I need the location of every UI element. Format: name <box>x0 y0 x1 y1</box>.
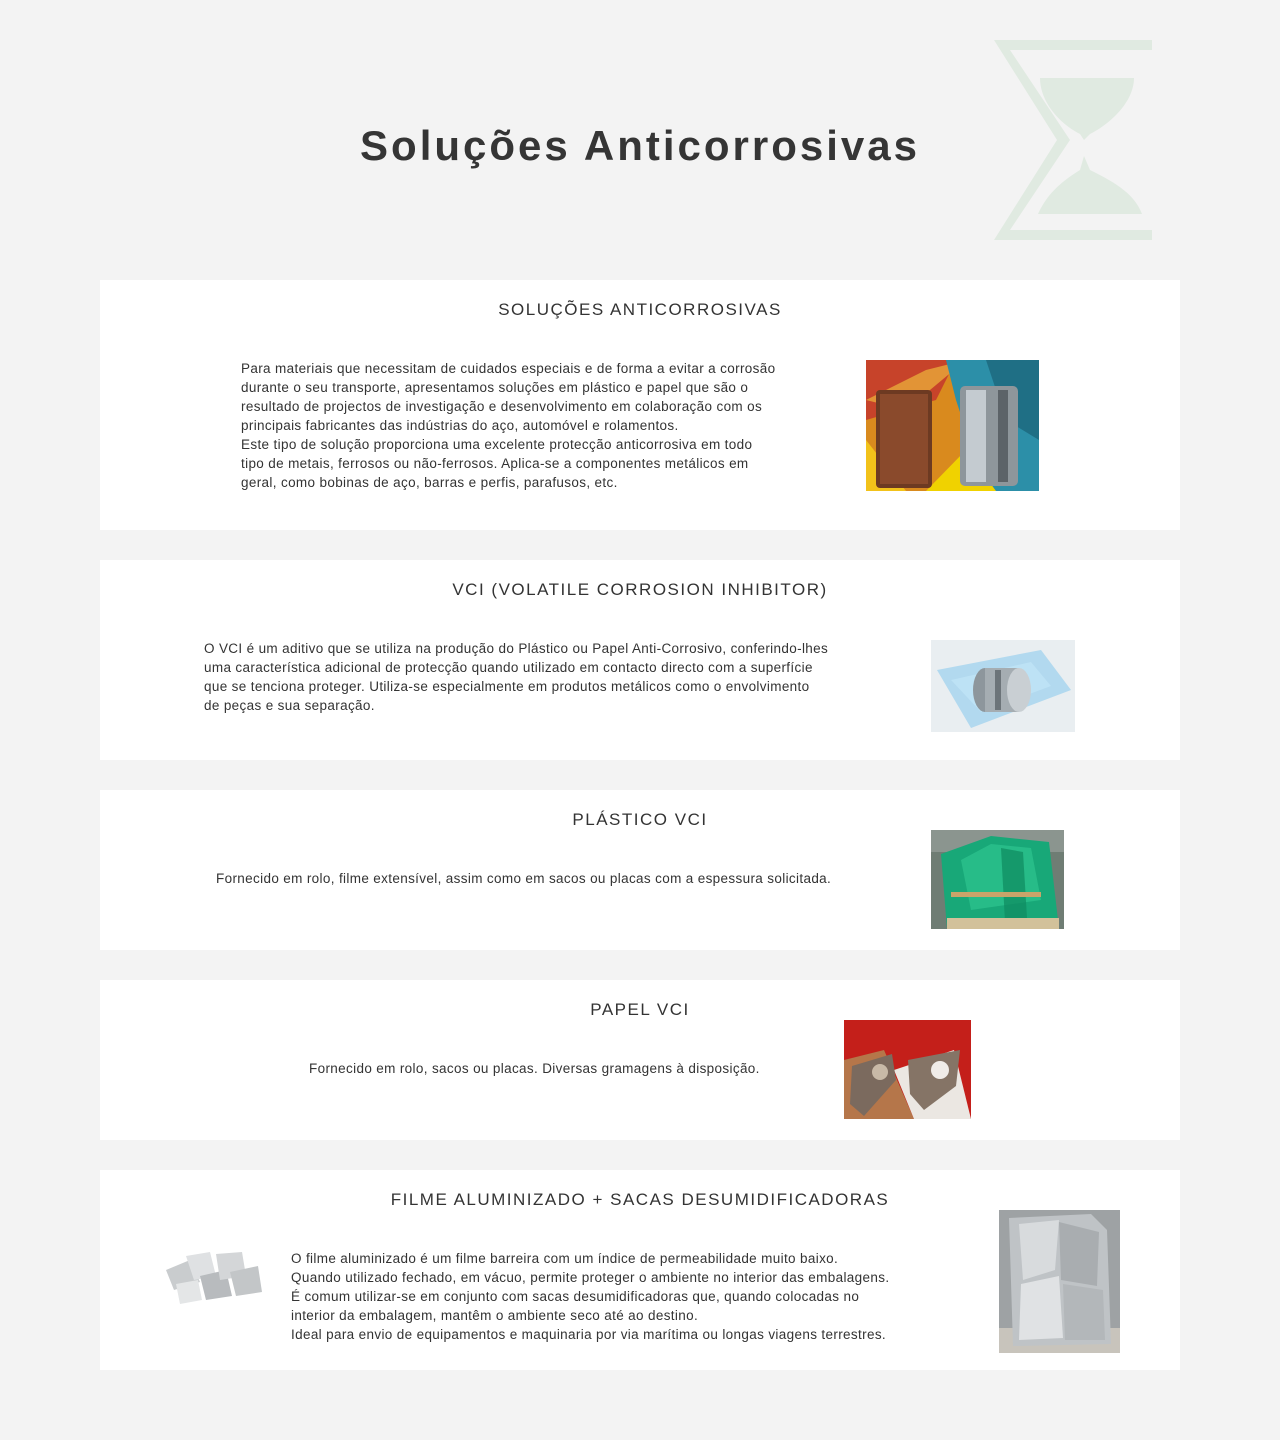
section-solucoes-anticorrosivas <box>100 280 1180 530</box>
vci-paper-parts-photo <box>844 1020 971 1119</box>
aluminized-film-wrapped-machine-photo <box>999 1210 1120 1353</box>
section-papel-vci <box>100 980 1180 1140</box>
page-title: Soluções Anticorrosivas <box>360 122 920 169</box>
section-heading: VCI (VOLATILE CORROSION INHIBITOR) <box>452 580 828 599</box>
hourglass-logo-icon <box>992 40 1152 240</box>
section-description: Para materiais que necessitam de cuidados especiais e de forma a evitar a corrosão durante o seu transporte, apresentamos soluções em plástico e papel que são o resultado de projectos de investigação e desenvolvimento em colaboração com os principais fabricantes das indústrias do aço, automóvel e rolamentos. Este tipo de solução proporciona uma excelente protecção anticorrosiva em todo tipo de metais, ferrosos ou não-ferrosos. Aplica-se a componentes metálicos em geral, como bobinas de aço, barras e perfis, parafusos, etc. <box>241 361 776 490</box>
vci-bag-coupling-photo <box>931 640 1075 732</box>
section-description: Fornecido em rolo, sacos ou placas. Diversas gramagens à disposição. <box>309 1061 760 1076</box>
section-plastico-vci <box>100 790 1180 950</box>
metal-cylinders-photo <box>866 360 1039 491</box>
section-filme-aluminizado <box>100 1170 1180 1370</box>
section-heading: SOLUÇÕES ANTICORROSIVAS <box>498 300 782 319</box>
section-description: O filme aluminizado é um filme barreira com um índice de permeabilidade muito baixo. Quando utilizado fechado, em vácuo, permite proteger o ambiente no interior das embalagens. É comum utilizar-se em conjunto com sacas desumidificadoras que, quando colocadas no interior da embalagem, mantêm o ambiente seco até ao destino. Ideal para envio de equipamentos e maquinaria por via marítima ou longas viagens terrestres. <box>291 1251 890 1342</box>
section-heading: FILME ALUMINIZADO + SACAS DESUMIDIFICADORAS <box>390 1190 890 1209</box>
section-heading: PAPEL VCI <box>590 1000 690 1019</box>
green-vci-plastic-photo <box>931 830 1064 929</box>
section-vci <box>100 560 1180 760</box>
section-description: Fornecido em rolo, filme extensível, assim como em sacos ou placas com a espessura solicitada. <box>216 871 832 886</box>
desiccant-bags-photo <box>160 1246 264 1306</box>
section-description: O VCI é um aditivo que se utiliza na produção do Plástico ou Papel Anti-Corrosivo, conferindo-lhes uma característica adicional de protecção quando utilizado em contacto directo com a superfície que se tenciona proteger. Utiliza-se especialmente em produtos metálicos como o envolvimento de peças e sua separação. <box>204 641 829 713</box>
section-heading: PLÁSTICO VCI <box>572 810 708 829</box>
